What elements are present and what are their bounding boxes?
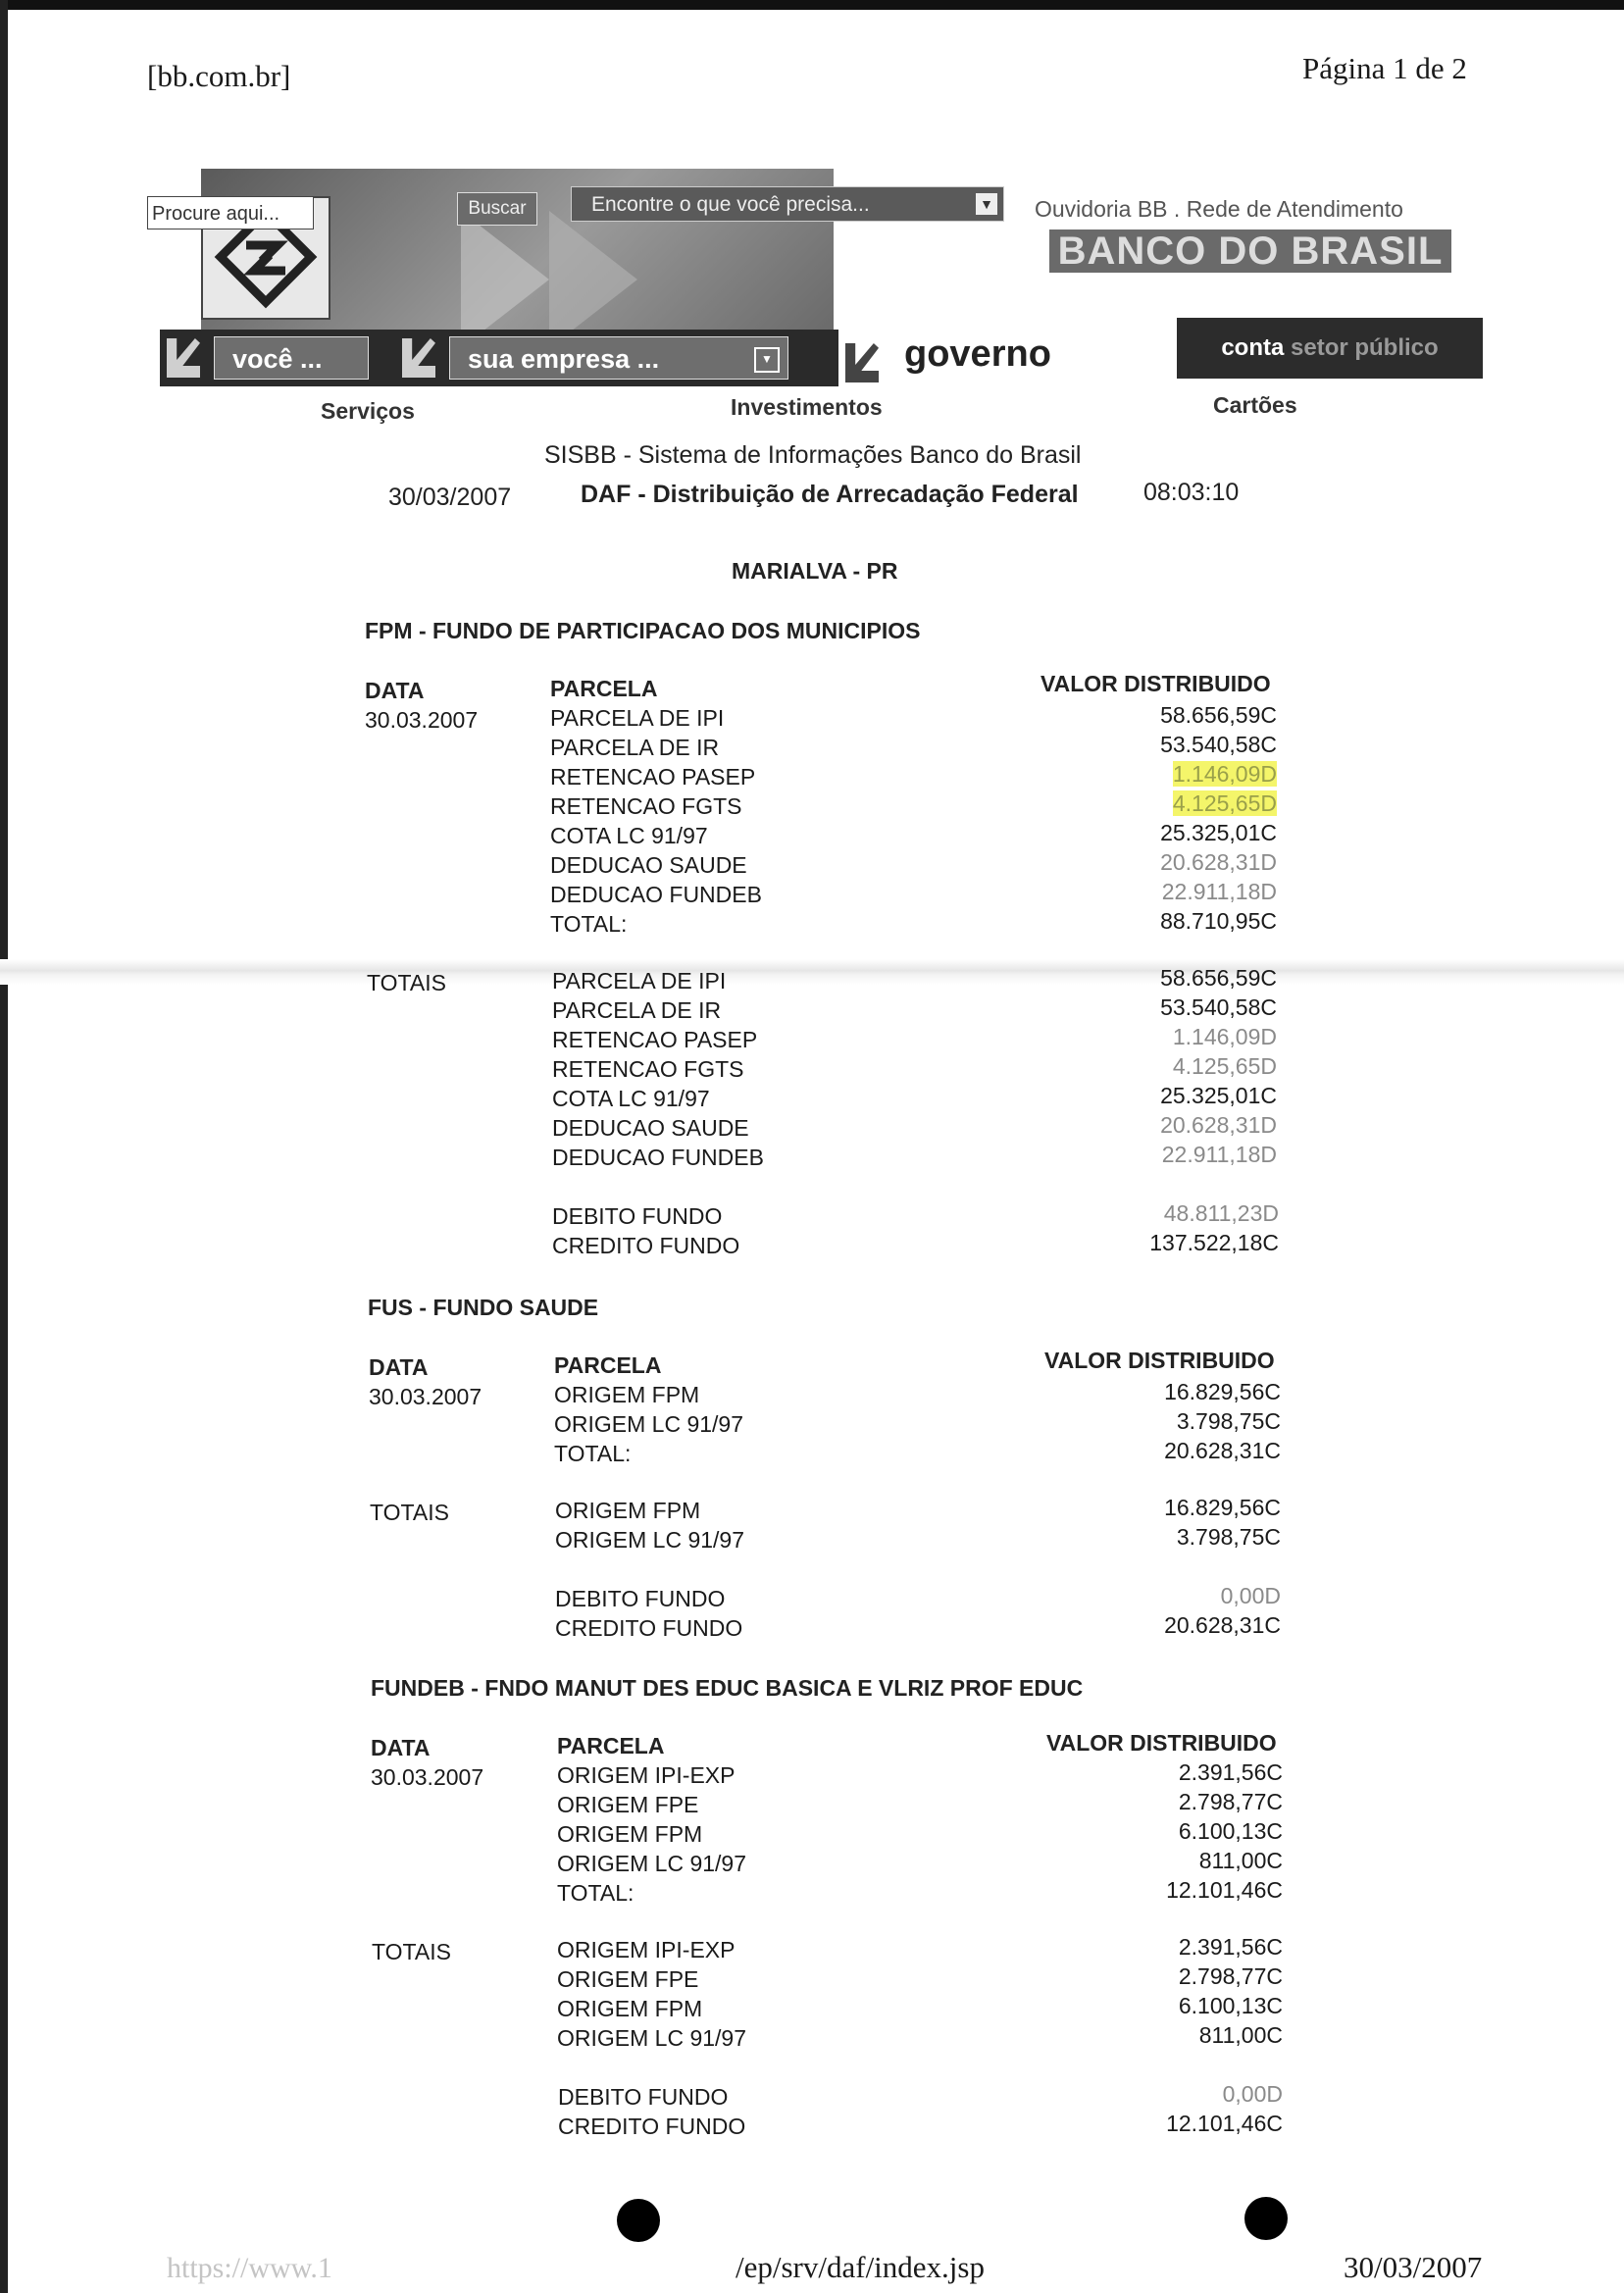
chevron-down-icon: ▼: [754, 347, 780, 373]
fus-date: 30.03.2007: [369, 1384, 482, 1409]
highlight-mark: 4.125,65D: [1172, 790, 1277, 816]
table-row-value: 137.522,18C: [1149, 1230, 1279, 1255]
find-select-label: Encontre o que você precisa...: [591, 193, 870, 216]
fpm-title: FPM - FUNDO DE PARTICIPACAO DOS MUNICIPIOS: [365, 618, 921, 643]
nav-empresa-label: sua empresa ...: [468, 344, 660, 374]
report-date: 30/03/2007: [388, 484, 512, 511]
table-row-value: 22.911,18D: [1161, 879, 1277, 904]
location: MARIALVA - PR: [732, 558, 898, 584]
table-row-label: DEDUCAO SAUDE: [552, 1115, 749, 1141]
table-row-label: DEDUCAO SAUDE: [550, 852, 747, 878]
table-row-label: PARCELA DE IR: [550, 735, 720, 760]
table-row-value: 16.829,56C: [1164, 1495, 1281, 1520]
table-row-value: 22.911,18D: [1161, 1142, 1277, 1167]
link-servicos[interactable]: Serviços: [321, 398, 415, 424]
nav-conta-setor-publico[interactable]: [1177, 318, 1483, 379]
table-row-label: ORIGEM IPI-EXP: [557, 1762, 736, 1788]
table-row-label: DEBITO FUNDO: [552, 1203, 723, 1229]
table-row-value: 88.710,95C: [1160, 908, 1277, 934]
top-links: [1035, 196, 1403, 223]
table-row-value: 20.628,31C: [1164, 1438, 1281, 1463]
fundeb-title: FUNDEB - FNDO MANUT DES EDUC BASICA E VLRIZ PROF EDUC: [371, 1675, 1084, 1701]
table-row-label: CREDITO FUNDO: [555, 1615, 743, 1641]
table-row-value: 811,00C: [1198, 1848, 1283, 1873]
table-row-label: RETENCAO FGTS: [550, 793, 742, 819]
footer-date: 30/03/2007: [1344, 2250, 1483, 2284]
table-row-label: CREDITO FUNDO: [552, 1233, 740, 1258]
conta-label: conta: [1221, 334, 1285, 361]
table-row-value: 53.540,58C: [1160, 994, 1277, 1020]
table-row-label: DEBITO FUNDO: [555, 1586, 726, 1611]
table-row-label: DEDUCAO FUNDEB: [552, 1145, 764, 1170]
banner-chevron: [549, 211, 637, 348]
table-row-value: 16.829,56C: [1164, 1379, 1281, 1404]
table-row-label: COTA LC 91/97: [552, 1086, 710, 1111]
search-button[interactable]: Buscar: [457, 192, 537, 226]
links-separator: .: [1173, 196, 1181, 222]
col-data: DATA: [365, 678, 425, 703]
col-parcela: PARCELA: [557, 1733, 665, 1758]
table-row-label: ORIGEM FPE: [557, 1966, 699, 1992]
table-row-value: 0,00D: [1222, 2081, 1283, 2107]
table-row-label: PARCELA DE IR: [552, 997, 722, 1023]
table-row-label: ORIGEM FPM: [557, 1821, 703, 1847]
table-row-value: 25.325,01C: [1160, 1083, 1277, 1108]
table-row-label: PARCELA DE IPI: [550, 705, 725, 731]
link-cartoes[interactable]: Cartões: [1213, 392, 1297, 418]
scan-border-left: [0, 0, 8, 2293]
highlight-mark: 1.146,09D: [1172, 761, 1277, 787]
table-row-label: ORIGEM LC 91/97: [557, 2025, 747, 2051]
chevron-down-icon: ▼: [976, 193, 997, 215]
scan-border-top: [0, 0, 1624, 10]
col-data: DATA: [371, 1735, 431, 1760]
nav-voce[interactable]: você ...: [214, 336, 369, 380]
source-label: [bb.com.br]: [147, 59, 291, 93]
col-valor: VALOR DISTRIBUIDO: [1046, 1730, 1277, 1756]
arrow-icon: [845, 343, 879, 382]
table-row-value: 48.811,23D: [1163, 1200, 1279, 1226]
table-row-value: 58.656,59C: [1160, 702, 1277, 728]
paper-fold: [0, 959, 1624, 985]
table-row-value: 20.628,31C: [1164, 1612, 1281, 1638]
footer-url-faded: https://www.1: [167, 2252, 332, 2284]
report-title: DAF - Distribuição de Arrecadação Federal: [581, 481, 1079, 508]
table-row-value: 2.798,77C: [1178, 1963, 1283, 1989]
table-row-label: RETENCAO PASEP: [550, 764, 756, 790]
fundeb-date: 30.03.2007: [371, 1764, 484, 1790]
rede-link[interactable]: Rede de Atendimento: [1186, 196, 1403, 222]
link-investimentos[interactable]: Investimentos: [731, 394, 883, 420]
table-row-value: 3.798,75C: [1176, 1524, 1281, 1550]
fundeb-totais-label: TOTAIS: [372, 1939, 451, 1964]
table-row-label: ORIGEM FPM: [555, 1498, 701, 1523]
table-row-label: ORIGEM LC 91/97: [554, 1411, 744, 1437]
table-row-label: DEBITO FUNDO: [558, 2084, 729, 2110]
table-row-value: 1.146,09D: [1172, 1024, 1277, 1049]
table-row-label: ORIGEM FPM: [557, 1996, 703, 2021]
table-row-label: ORIGEM LC 91/97: [555, 1527, 745, 1553]
punch-hole: [1244, 2197, 1288, 2240]
nav-empresa[interactable]: [449, 336, 788, 380]
col-valor: VALOR DISTRIBUIDO: [1044, 1348, 1275, 1373]
table-row-label: ORIGEM IPI-EXP: [557, 1937, 736, 1962]
table-row-value: 53.540,58C: [1160, 732, 1277, 757]
find-select[interactable]: [571, 186, 1004, 222]
nav-governo[interactable]: governo: [904, 333, 1051, 375]
table-row-value: 2.798,77C: [1178, 1789, 1283, 1814]
punch-hole: [617, 2199, 660, 2242]
table-row-label: TOTAL:: [554, 1441, 632, 1466]
table-row-value: 3.798,75C: [1176, 1408, 1281, 1434]
table-row-value: 2.391,56C: [1178, 1934, 1283, 1960]
table-row-value: 20.628,31D: [1160, 849, 1277, 875]
table-row-label: ORIGEM LC 91/97: [557, 1851, 747, 1876]
table-row-value: 6.100,13C: [1178, 1818, 1283, 1844]
fpm-totais-label: TOTAIS: [367, 970, 446, 995]
table-row-label: ORIGEM FPE: [557, 1792, 699, 1817]
footer-url: /ep/srv/daf/index.jsp: [736, 2250, 985, 2284]
table-row-label: RETENCAO FGTS: [552, 1056, 744, 1082]
table-row-value: 4.125,65D: [1172, 1053, 1277, 1079]
col-data: DATA: [369, 1354, 429, 1380]
table-row-value: 12.101,46C: [1166, 1877, 1283, 1903]
table-row-label: PARCELA DE IPI: [552, 968, 727, 994]
table-row-label: ORIGEM FPM: [554, 1382, 700, 1407]
ouvidoria-link[interactable]: Ouvidoria BB: [1035, 196, 1168, 222]
col-valor: VALOR DISTRIBUIDO: [1040, 671, 1271, 696]
system-name: SISBB - Sistema de Informações Banco do Brasil: [544, 441, 1082, 469]
table-row-label: TOTAL:: [550, 911, 628, 937]
table-row-value: 6.100,13C: [1178, 1993, 1283, 2018]
table-row-label: COTA LC 91/97: [550, 823, 708, 848]
table-row-value-highlighted: [983, 790, 1277, 817]
col-parcela: PARCELA: [550, 676, 658, 701]
table-row-value: 25.325,01C: [1160, 820, 1277, 845]
fpm-date: 30.03.2007: [365, 707, 479, 733]
brand-title: BANCO DO BRASIL: [1049, 229, 1451, 273]
setor-publico-label: setor público: [1291, 334, 1439, 361]
page-number: Página 1 de 2: [1302, 51, 1467, 85]
fus-totais-label: TOTAIS: [370, 1500, 449, 1525]
table-row-value: 2.391,56C: [1178, 1759, 1283, 1785]
table-row-label: RETENCAO PASEP: [552, 1027, 758, 1052]
search-input[interactable]: Procure aqui...: [147, 196, 314, 229]
table-row-value-highlighted: [983, 761, 1277, 788]
table-row-label: TOTAL:: [557, 1880, 634, 1906]
table-row-value: 0,00D: [1220, 1583, 1281, 1608]
report-time: 08:03:10: [1143, 479, 1240, 506]
banner-chevron: [461, 211, 549, 348]
fus-title: FUS - FUNDO SAUDE: [368, 1295, 599, 1320]
table-row-label: CREDITO FUNDO: [558, 2114, 746, 2139]
table-row-value: 811,00C: [1198, 2022, 1283, 2048]
table-row-value: 20.628,31D: [1160, 1112, 1277, 1138]
table-row-value: 12.101,46C: [1166, 2111, 1283, 2136]
col-parcela: PARCELA: [554, 1352, 662, 1378]
table-row-value: 58.656,59C: [1160, 965, 1277, 991]
table-row-label: DEDUCAO FUNDEB: [550, 882, 762, 907]
